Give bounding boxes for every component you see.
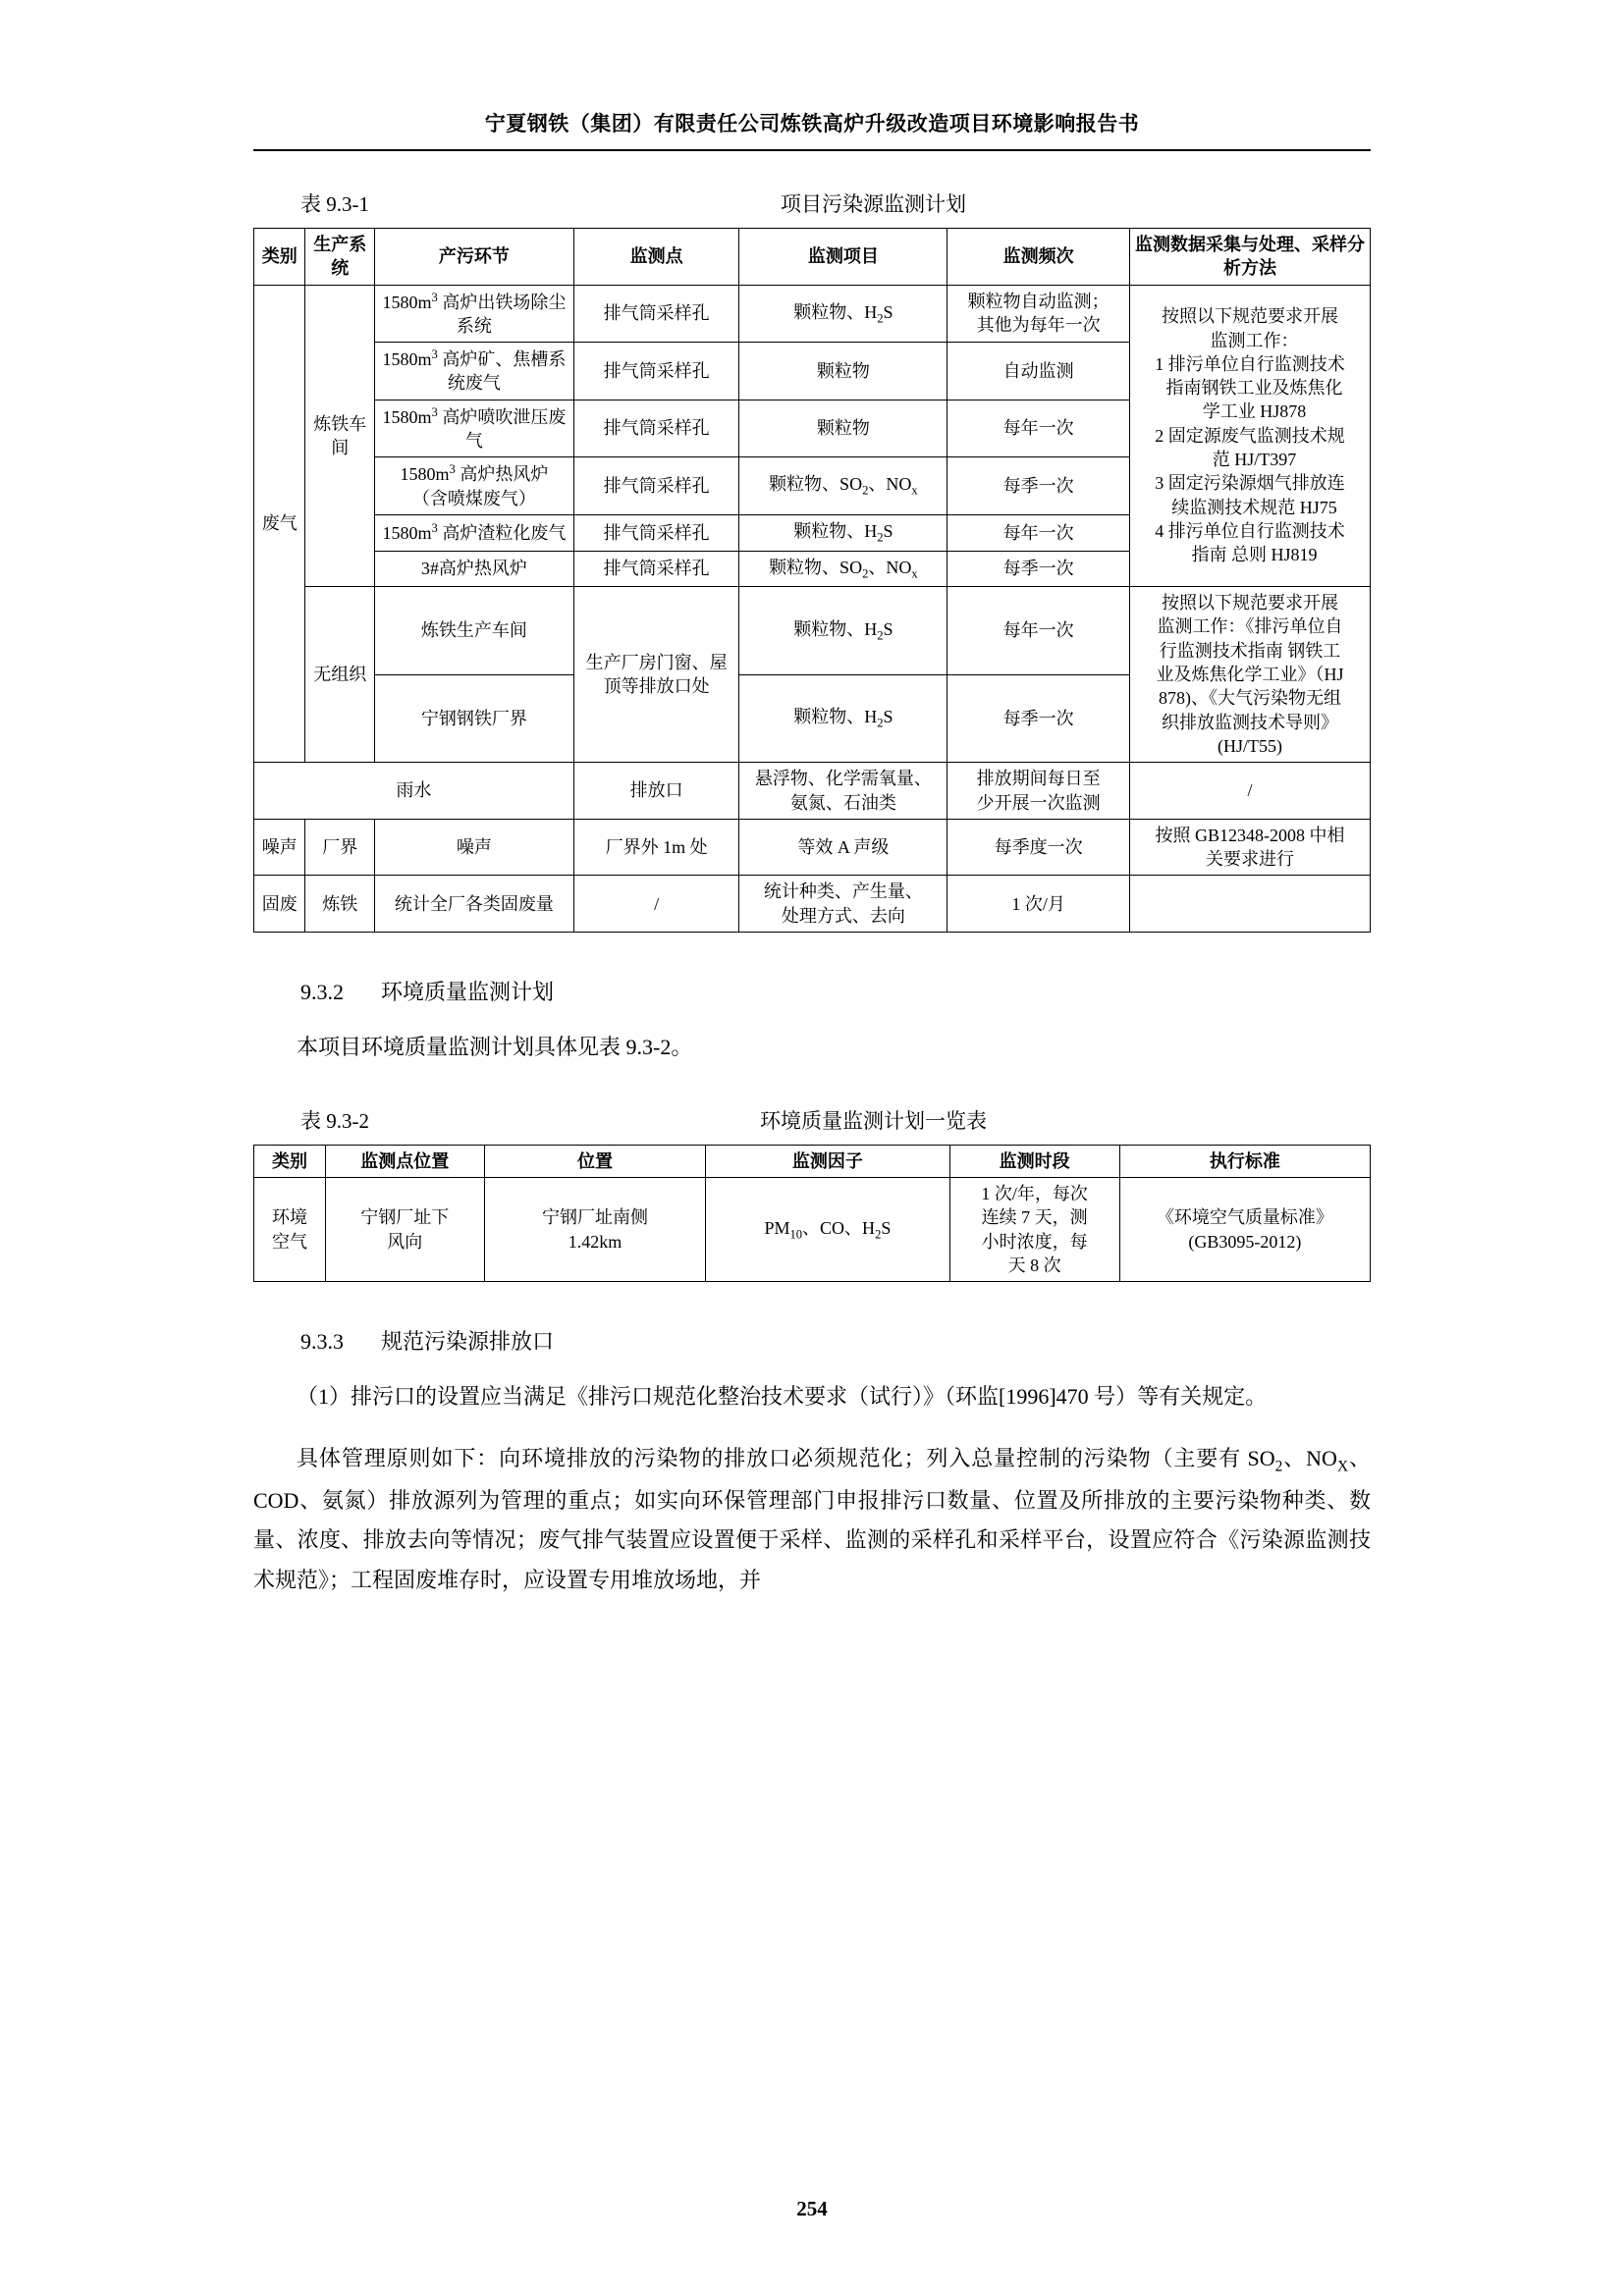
table2-category: 环境 空气 <box>254 1178 326 1282</box>
table1-method-rainwater: / <box>1130 763 1371 820</box>
table1-th-category: 类别 <box>254 229 305 286</box>
table1-point-1: 排气筒采样孔 <box>573 285 739 343</box>
pollution-source-monitoring-table <box>253 228 1371 933</box>
table1-point-solid: / <box>573 876 739 933</box>
table1-freq-8: 每季一次 <box>947 674 1130 763</box>
table-row <box>254 819 1371 876</box>
table2-caption <box>253 1105 1371 1135</box>
table-row <box>254 763 1371 820</box>
table2-standard-line2: (GB3095-2012) <box>1188 1231 1302 1252</box>
section-933-number: 9.3.3 <box>300 1329 344 1355</box>
table-row <box>254 587 1371 675</box>
table1-item-5: 颗粒物、$H_2S$ <box>739 514 947 551</box>
table1-item-8: 颗粒物、$H_2S$ <box>739 674 947 763</box>
table1-th-process: 产污环节 <box>375 229 574 286</box>
table2-standard-line1: 《环境空气质量标准》 <box>1156 1207 1333 1228</box>
table2-factors: $PM_{10}$、CO、$H_2S$ <box>706 1178 949 1282</box>
table1-group-noise: 噪声 <box>254 819 305 876</box>
section-932-paragraph: 本项目环境质量监测计划具体见表 9.3-2。 <box>297 1035 693 1060</box>
table1-method-solid <box>1130 876 1371 933</box>
table1-caption <box>253 188 1371 218</box>
table1-item-2: 颗粒物 <box>739 343 947 400</box>
table1-freq-5: 每年一次 <box>947 514 1130 551</box>
page-number: 254 <box>796 2197 828 2220</box>
page-header <box>0 0 1624 137</box>
table2-standard <box>1119 1178 1370 1282</box>
table1-method-noise: 按照 GB12348-2008 中相 关要求进行 <box>1130 819 1371 876</box>
table1-freq-4: 每季一次 <box>947 457 1130 515</box>
table-row <box>254 1178 1371 1282</box>
section-932-title: 环境质量监测计划 <box>381 980 555 1005</box>
table2-th-category: 类别 <box>254 1145 326 1177</box>
table2-th-location: 位置 <box>484 1145 706 1177</box>
section-932-number: 9.3.2 <box>300 980 344 1005</box>
section-933-paragraph-2: 具体管理原则如下：向环境排放的污染物的排放口必须规范化；列入总量控制的污染物（主要有 $SO_2$、$NO_X$、COD、氨氮）排放源列为管理的重点；如实向环保管理部门申报排污口数量、位置及所排放的主要污染物种类、数量、浓度、排放去向等情况；废气排气装置应设置便于采样、监测的采样孔和采样平台，设置应符合《污染源监测技术规范》；工程固废堆存时，应设置专用堆放场地，并 <box>253 1445 1371 1593</box>
table1-point-7: 生产厂房门窗、屋顶等排放口处 <box>573 587 739 763</box>
table1-process-solid: 统计全厂各类固废量 <box>375 876 574 933</box>
table1-item-4: 颗粒物、$SO_2$、$NO_x$ <box>739 457 947 515</box>
table1-group-waste-gas: 废气 <box>254 285 305 763</box>
table1-process-2: $1580m^3$ 高炉矿、焦槽系统废气 <box>375 343 574 400</box>
table1-item-solid: 统计种类、产生量、 处理方式、去向 <box>739 876 947 933</box>
table1-process-rainwater: 雨水 <box>254 763 574 820</box>
table2-period: 1 次/年，每次 连续 7 天，测 小时浓度，每 天 8 次 <box>949 1178 1119 1282</box>
table2-point: 宁钢厂址下 风向 <box>325 1178 484 1282</box>
table1-freq-solid: 1 次/月 <box>947 876 1130 933</box>
table1-freq-6: 每季一次 <box>947 551 1130 587</box>
table1-item-7: 颗粒物、$H_2S$ <box>739 587 947 675</box>
table1-point-2: 排气筒采样孔 <box>573 343 739 400</box>
section-933-title: 规范污染源排放口 <box>381 1329 555 1355</box>
table1-th-frequency: 监测频次 <box>947 229 1130 286</box>
table1-process-3: $1580m^3$ 高炉喷吹泄压废气 <box>375 400 574 457</box>
table1-caption-title: 项目污染源监测计划 <box>781 192 966 216</box>
table1-item-rainwater: 悬浮物、化学需氧量、 氨氮、石油类 <box>739 763 947 820</box>
table1-freq-noise: 每季度一次 <box>947 819 1130 876</box>
table2-th-factors: 监测因子 <box>706 1145 949 1177</box>
table1-freq-7: 每年一次 <box>947 587 1130 675</box>
section-932-heading <box>253 976 1371 1006</box>
table2-caption-title: 环境质量监测计划一览表 <box>760 1108 987 1133</box>
table2-th-period: 监测时段 <box>949 1145 1119 1177</box>
table1-th-point: 监测点 <box>573 229 739 286</box>
section-933-heading <box>253 1325 1371 1356</box>
table1-th-method: 监测数据采集与处理、采样分析方法 <box>1130 229 1371 286</box>
table1-th-item: 监测项目 <box>739 229 947 286</box>
table1-process-6: 3#高炉热风炉 <box>375 551 574 587</box>
table1-system-iron: 炼铁 <box>305 876 375 933</box>
table1-header-row <box>254 229 1371 286</box>
table1-method-stack-gas: 按照以下规范要求开展 监测工作： 1 排污单位自行监测技术 指南钢铁工业及炼焦化 学工业 HJ878 2 固定源废气监测技术规 范 HJ/T397 3 固定污染源烟气排放连 续监测技术规范 HJ75 4 排污单位自行监测技术 指南 总则 HJ819 <box>1130 285 1371 587</box>
table1-point-3: 排气筒采样孔 <box>573 400 739 457</box>
table1-point-6: 排气筒采样孔 <box>573 551 739 587</box>
header-divider <box>253 149 1371 151</box>
table1-group-solid: 固废 <box>254 876 305 933</box>
table1-freq-2: 自动监测 <box>947 343 1130 400</box>
table1-point-rainwater: 排放口 <box>573 763 739 820</box>
table-row <box>254 285 1371 343</box>
table2-header-row <box>254 1145 1371 1177</box>
table-row <box>254 876 1371 933</box>
table1-item-noise: 等效 A 声级 <box>739 819 947 876</box>
table1-point-noise: 厂界外 1m 处 <box>573 819 739 876</box>
table1-freq-3: 每年一次 <box>947 400 1130 457</box>
table1-freq-rainwater: 排放期间每日至 少开展一次监测 <box>947 763 1130 820</box>
table1-system-boundary: 厂界 <box>305 819 375 876</box>
table1-freq-1: 颗粒物自动监测； 其他为每年一次 <box>947 285 1130 343</box>
table1-caption-number: 表 9.3-1 <box>300 192 369 216</box>
table1-method-fugitive: 按照以下规范要求开展 监测工作：《排污单位自 行监测技术指南 钢铁工 业及炼焦化学工业》（HJ 878)、《大气污染物无组 织排放监测技术导则》 (HJ/T55) <box>1130 587 1371 763</box>
environmental-quality-monitoring-table <box>253 1145 1371 1282</box>
table1-process-1: $1580m^3$ 高炉出铁场除尘系统 <box>375 285 574 343</box>
table1-process-noise: 噪声 <box>375 819 574 876</box>
header-title: 宁夏钢铁（集团）有限责任公司炼铁高炉升级改造项目环境影响报告书 <box>484 112 1140 135</box>
table1-item-1: 颗粒物、$H_2S$ <box>739 285 947 343</box>
table1-item-3: 颗粒物 <box>739 400 947 457</box>
section-933-paragraph-1: （1）排污口的设置应当满足《排污口规范化整治技术要求（试行）》（环监[1996]470 号）等有关规定。 <box>297 1384 1268 1410</box>
table1-point-5: 排气筒采样孔 <box>573 514 739 551</box>
table2-th-standard: 执行标准 <box>1119 1145 1370 1177</box>
table2-location: 宁钢厂址南侧 1.42km <box>484 1178 706 1282</box>
table1-th-system: 生产系统 <box>305 229 375 286</box>
table1-item-6: 颗粒物、$SO_2$、$NO_x$ <box>739 551 947 587</box>
table2-caption-number: 表 9.3-2 <box>300 1108 369 1133</box>
table1-process-5: $1580m^3$ 高炉渣粒化废气 <box>375 514 574 551</box>
table1-system-iron-workshop: 炼铁车间 <box>305 285 375 587</box>
table1-system-fugitive: 无组织 <box>305 587 375 763</box>
table2-th-point: 监测点位置 <box>325 1145 484 1177</box>
page-content <box>253 188 1371 1601</box>
table1-process-8: 宁钢钢铁厂界 <box>375 674 574 763</box>
table1-process-4: $1580m^3$ 高炉热风炉 （含喷煤废气） <box>375 457 574 515</box>
table1-process-7: 炼铁生产车间 <box>375 587 574 675</box>
table1-point-4: 排气筒采样孔 <box>573 457 739 515</box>
